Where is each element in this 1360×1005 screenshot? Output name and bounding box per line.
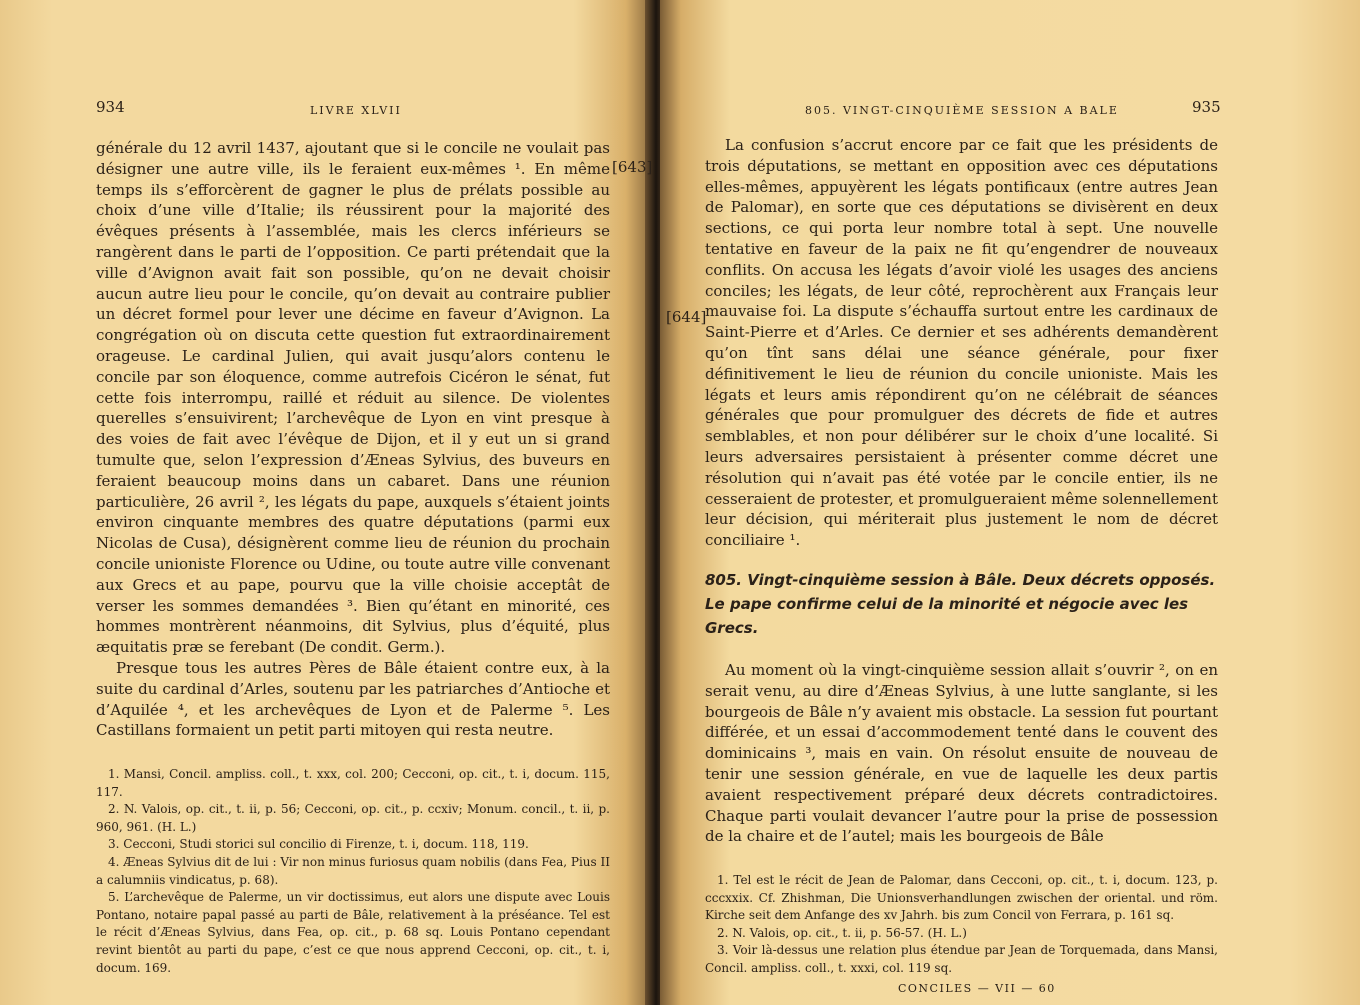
- margin-marker: [643]: [612, 158, 653, 176]
- left-page: [0, 0, 652, 1005]
- page-number: 935: [1192, 98, 1221, 116]
- page-footer-signature: CONCILES — VII — 60: [898, 982, 1056, 995]
- left-footnotes: [96, 766, 610, 977]
- footnote: 2. N. Valois, op. cit., t. ii, p. 56; Cecconi, op. cit., p. ccxiv; Monum. concil., t. ii, p. 960, 961. (H. L.): [96, 802, 610, 834]
- right-footnotes: [705, 872, 1218, 978]
- right-body-text-continued: [705, 660, 1218, 847]
- running-head: LIVRE XLVII: [310, 104, 402, 117]
- running-head: 805. VINGT-CINQUIÈME SESSION A BALE: [805, 104, 1119, 117]
- footnote: 3. Cecconi, Studi storici sul concilio di Firenze, t. i, docum. 118, 119.: [108, 837, 529, 852]
- footnote: 4. Æneas Sylvius dit de lui : Vir non minus furiosus quam nobilis (dans Fea, Pius II a calumniis vindicatus, p. 68).: [96, 854, 610, 887]
- paragraph: générale du 12 avril 1437, ajoutant que si le concile ne voulait pas désigner une autre ville, ils le feraient eux-mêmes ¹. En même temps ils s’efforcèrent de gagner le plus de prélats possible au choix d’une ville d’Italie; ils réussirent pour la majorité des évêques présents à l’assemblée, mais les clercs inférieurs se rangèrent dans le parti de l’opposition. Ce parti prétendait que la ville d’Avignon avait fait son possible, qu’on ne devait choisir aucun autre lieu pour le concile, qu’on devait au contraire publier un décret formel pour lever une décime en faveur d’Avignon. La congrégation où on discuta cette question fut extraordinairement orageuse. Le cardinal Julien, qui avait jusqu’alors contenu le concile par son éloquence, comme autrefois Cicéron le sénat, fut cette fois interrompu, raillé et réduit au silence. De violentes querelles s’ensuivirent; l’archevêque de Lyon en vint presque à des voies de fait avec l’évêque de Dijon, et il y eut un si grand tumulte que, selon l’expression d’Æneas Sylvius, des buveurs en feraient beaucoup moins dans un cabaret. Dans une réunion particulière, 26 avril ², les légats du pape, auxquels s’étaient joints environ cinquante membres des quatre députations (parmi eux Nicolas de Cusa), désignèrent comme lieu de réunion du prochain concile unioniste Florence ou Udine, ou toute autre ville convenant aux Grecs et au pape, pourvu que la ville choisie acceptât de verser les sommes demandées ³. Bien qu’étant en minorité, ces hommes montrèrent néanmoins, dit Sylvius, plus d’équité, plus æquitatis præ se ferebant (De condit. Germ.).: [96, 139, 610, 657]
- right-body-text: [705, 135, 1218, 551]
- margin-marker: [644]: [666, 308, 707, 326]
- paragraph: Presque tous les autres Pères de Bâle étaient contre eux, à la suite du cardinal d’Arles, soutenu par les patriarches d’Antioche et d’Aquilée ⁴, et les archevêques de Lyon et de Palerme ⁵. Les Castillans formaient un petit parti mitoyen qui resta neutre.: [96, 658, 610, 740]
- footnote: 2. N. Valois, op. cit., t. ii, p. 56-57. (H. L.): [717, 925, 967, 940]
- footnote: 5. L’archevêque de Palerme, un vir doctissimus, eut alors une dispute avec Louis Pontano, notaire papal passé au parti de Bâle, relativement à la préséance. Tel est le récit d’Æneas Sylvius, dans Fea, op. cit., p. 68 sq. Louis Pontano cependant revint bientôt au parti du pape, c’est ce que nous apprend Cecconi, op. cit., t. i, docum. 169.: [96, 890, 610, 975]
- footnote: 1. Mansi, Concil. ampliss. coll., t. xxx, col. 200; Cecconi, op. cit., t. i, docum. 115, 117.: [96, 767, 610, 799]
- footnote: 1. Tel est le récit de Jean de Palomar, dans Cecconi, op. cit., t. i, docum. 123, p. cccxxix. Cf. Zhishman, Die Unionsverhandlungen zwischen der oriental. und röm. Kirche seit dem Anfange des xv Jahrh. bis zum Concil von Ferrara, p. 161 sq.: [705, 873, 1218, 923]
- paragraph: La confusion s’accrut encore par ce fait que les présidents de trois députations, se mettant en opposition avec ces députations elles-mêmes, appuyèrent les légats pontificaux (entre autres Jean de Palomar), en sorte que ces députations se divisèrent en deux sections, ce qui porta leur nombre total à sept. Une nouvelle tentative en faveur de la paix ne fit qu’engendrer de nouveaux conflits. On accusa les légats d’avoir violé les usages des anciens conciles; les légats, de leur côté, reprochèrent aux Français leur mauvaise foi. La dispute s’échauffa surtout entre les cardinaux de Saint-Pierre et d’Arles. Ce dernier et ses adhérents demandèrent qu’on tînt sans délai une séance générale, pour fixer définitivement le lieu de réunion du concile unioniste. Mais les légats et leurs amis répondirent qu’on ne célébrait de séances générales que pour promulguer des décrets de fide et autres semblables, et non pour délibérer sur le choix d’une localité. Si leurs adversaires persistaient à présenter comme décret une résolution qui n’avait pas été votée par le concile entier, ils ne cesseraient de protester, et promulgueraient même solennellement leur décision, qui mériterait plus justement le nom de décret conciliaire ¹.: [705, 136, 1218, 550]
- left-body-text: [96, 138, 610, 741]
- section-heading: 805. Vingt-cinquième session à Bâle. Deux décrets opposés. Le pape confirme celui de la minorité et négocie avec les Grecs.: [705, 571, 1216, 637]
- right-page: [660, 0, 1360, 1005]
- page-number: 934: [96, 98, 125, 116]
- footnote: 3. Voir là-dessus une relation plus étendue par Jean de Torquemada, dans Mansi, Concil. ampliss. coll., t. xxxi, col. 119 sq.: [705, 943, 1218, 975]
- paragraph: Au moment où la vingt-cinquième session allait s’ouvrir ², on en serait venu, au dire d’Æneas Sylvius, à une lutte sanglante, si les bourgeois de Bâle n’y avaient mis obstacle. La session fut pourtant différée, et un essai d’accommodement tenté dans le couvent des dominicains ³, mais en vain. On résolut ensuite de nouveau de tenir une session générale, en vue de laquelle les deux partis avaient respectivement préparé deux décrets contradictoires. Chaque parti voulait devancer l’autre pour la prise de possession de la chaire et de l’autel; mais les bourgeois de Bâle: [705, 661, 1218, 846]
